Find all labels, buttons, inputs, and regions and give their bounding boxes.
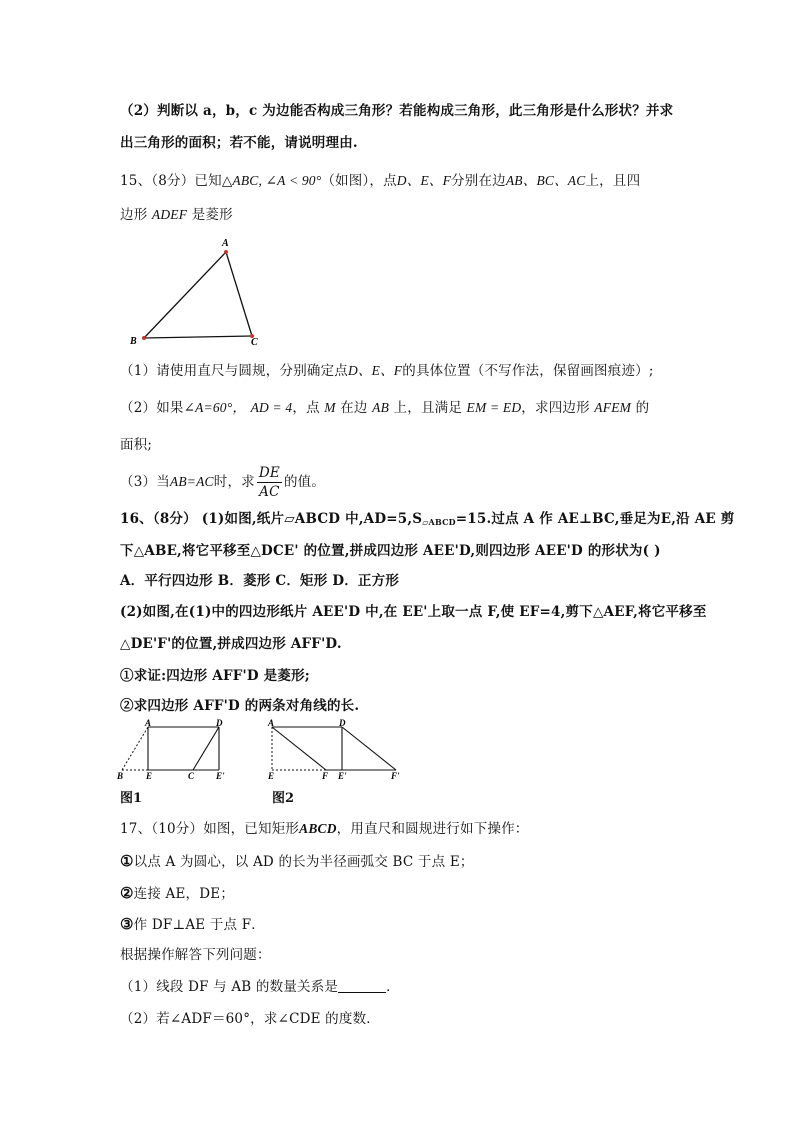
q17-intro: 根据操作解答下列问题： bbox=[120, 947, 271, 963]
q15-label-c: C bbox=[251, 337, 258, 348]
fig2-caption: 图2 bbox=[272, 791, 295, 806]
fig1-label-c: C bbox=[188, 771, 195, 780]
q15-header-c: 分别在边 bbox=[451, 173, 506, 189]
fig2-label-f: F bbox=[322, 771, 329, 780]
q15-part3 bbox=[120, 463, 325, 501]
q15-part2 bbox=[120, 398, 649, 418]
fig2-label-f2: F' bbox=[391, 771, 400, 780]
q16-options: A．平行四边形 B．菱形 C．矩形 D．正方形 bbox=[120, 573, 400, 589]
fig1-label-d: D bbox=[216, 718, 223, 728]
q15-part2-line2: 面积; bbox=[120, 437, 153, 453]
q17-p1-blank[interactable] bbox=[338, 978, 386, 993]
q16-figure1 bbox=[116, 718, 236, 780]
q16-figure2 bbox=[264, 718, 414, 780]
q15-header-a: 15、（8分）已知 bbox=[120, 173, 222, 189]
q15-header-pts: D、E、F bbox=[396, 173, 452, 188]
q15-p1-a: （1）请使用直尺与圆规，分别确定点 bbox=[120, 363, 348, 379]
q15-p3-a: （3）当 bbox=[120, 474, 170, 490]
q15-p2-quad: AFEM bbox=[594, 400, 632, 415]
q15-label-b: B bbox=[130, 336, 137, 347]
fig1-caption: 图1 bbox=[120, 791, 143, 806]
fig2-label-e2: E' bbox=[338, 771, 347, 780]
q15-part1 bbox=[120, 361, 654, 381]
q15-p2-b: ，点 bbox=[292, 400, 320, 416]
q17-step3 bbox=[120, 914, 265, 935]
q16-line5: △DE'F'的位置,拼成四边形 AFF'D. bbox=[120, 636, 342, 652]
q16-sub1: ①求证:四边形 AFF'D 是菱形; bbox=[120, 668, 310, 684]
q15-header-cond: △ABC, ∠A < 90° bbox=[221, 173, 322, 188]
q16-line1-sub: ▱ABCD bbox=[422, 517, 456, 527]
q16-line1 bbox=[120, 509, 735, 532]
q15-p2-a: （2）如果 bbox=[120, 400, 184, 416]
q17-step1-text: 以点 A 为圆心，以 AD 的长为半径画弧交 BC 于点 E； bbox=[133, 854, 474, 870]
q17-line1-b: ，用直尺和圆规进行如下操作： bbox=[336, 821, 529, 837]
q16-line2: 下△ABE,将它平移至△DCE' 的位置,拼成四边形 AEE'D,则四边形 AEE'D 的形状为( ) bbox=[120, 543, 661, 559]
q17-line1-rect: ABCD bbox=[299, 821, 337, 836]
q15-line2-a: 边形 bbox=[120, 207, 148, 223]
q15-header-sides: AB、BC、AC bbox=[505, 173, 586, 188]
q15-p2-eq: EM = ED bbox=[466, 400, 522, 415]
q15-p3-num: DE bbox=[258, 465, 280, 481]
q14-part2-line1: （2）判断以 a，b，c 为边能否构成三角形？若能构成三角形，此三角形是什么形状？并求 bbox=[120, 103, 674, 119]
fig1-label-e: E bbox=[146, 771, 153, 780]
q15-p3-fraction bbox=[257, 464, 282, 501]
q15-p2-ad: AD = 4 bbox=[250, 400, 293, 415]
q15-p1-b: 的具体位置（不写作法，保留画图痕迹）; bbox=[402, 363, 654, 379]
q17-step2 bbox=[120, 883, 234, 904]
q17-p1-b: ． bbox=[386, 979, 400, 995]
q15-line2 bbox=[120, 205, 233, 225]
fig1-label-e2: E' bbox=[216, 771, 225, 780]
q16-line1-a: 16、（8分） (1)如图,纸片▱ABCD 中,AD=5,S bbox=[120, 511, 423, 527]
q15-line2-quad: ADEF bbox=[151, 207, 188, 222]
fig1-label-b: B bbox=[117, 771, 124, 780]
q15-p2-angle: ∠A=60°， bbox=[183, 400, 247, 415]
q16-line1-b: =15.过点 A 作 AE⊥BC,垂足为E,沿 AE 剪 bbox=[455, 511, 735, 527]
q17-p1-a: （1）线段 DF 与 AB 的数量关系是 bbox=[120, 979, 339, 995]
q17-line1-a: 17、（10分）如图，已知矩形 bbox=[120, 821, 300, 837]
q17-step2-text: 连接 AE，DE； bbox=[133, 886, 235, 902]
q17-step1 bbox=[120, 851, 474, 872]
fig2-label-a: A bbox=[268, 718, 275, 728]
q15-p2-e: ，求四边形 bbox=[521, 400, 590, 416]
q15-p3-den: AC bbox=[259, 484, 280, 500]
fig2-label-e: E bbox=[268, 771, 275, 780]
q15-header-b: （如图），点 bbox=[321, 173, 397, 189]
q17-step3-text: 作 DF⊥AE 于点 F． bbox=[133, 917, 265, 933]
q15-p2-f: 的 bbox=[635, 400, 650, 416]
q15-p1-pts: D、E、F bbox=[348, 363, 403, 378]
q15-label-a: A bbox=[222, 238, 229, 249]
q15-triangle-figure bbox=[120, 234, 280, 349]
q15-header bbox=[120, 171, 640, 191]
q15-p3-c: 的值。 bbox=[283, 474, 326, 490]
q15-p3-b: 时，求 bbox=[213, 474, 255, 490]
q15-line2-b: 是菱形 bbox=[191, 207, 233, 223]
q17-line1 bbox=[120, 819, 528, 839]
q16-line4: (2)如图,在(1)中的四边形纸片 AEE'D 中,在 EE'上取一点 F,使 EF=4,剪下△AEF,将它平移至 bbox=[120, 604, 707, 620]
q15-p2-d: 上，且满足 bbox=[393, 400, 463, 416]
q15-header-d: 上，且四 bbox=[585, 173, 641, 189]
q15-p2-c: 在边 bbox=[340, 400, 368, 416]
q17-step3-num: ③ bbox=[120, 915, 134, 933]
q17-part1 bbox=[120, 977, 400, 997]
q14-part2-line2: 出三角形的面积；若不能，请说明理由. bbox=[120, 135, 358, 151]
q17-part2: （2）若∠ADF＝60°，求∠CDE 的度数． bbox=[120, 1011, 380, 1027]
fig2-label-d: D bbox=[339, 718, 346, 728]
q15-p2-m: M bbox=[324, 400, 336, 415]
q17-step1-num: ① bbox=[120, 852, 134, 870]
q16-sub2: ②求四边形 AFF'D 的两条对角线的长. bbox=[120, 698, 360, 714]
q15-p2-ab: AB bbox=[372, 400, 390, 415]
q17-step2-num: ② bbox=[120, 884, 134, 902]
fig1-label-a: A bbox=[145, 718, 152, 728]
q15-p3-cond: AB=AC bbox=[169, 474, 214, 489]
